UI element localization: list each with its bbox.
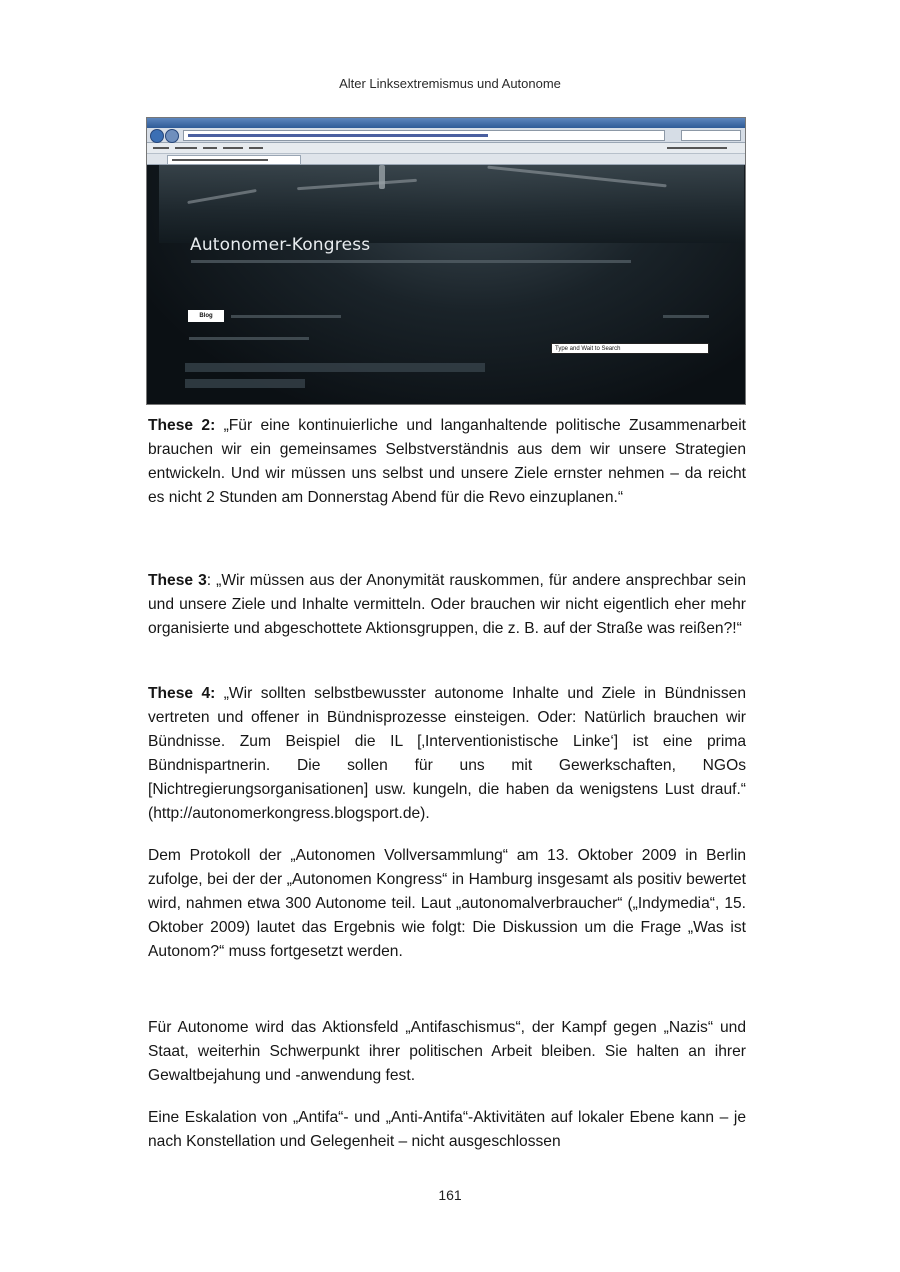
these-2-text: „Für eine kontinuierliche und langanhaltende politische Zusammenarbeit brauchen wir ein gemeinsames Selbstverständnis aus dem wir unsere Strategien entwickeln. Und wir müssen uns selbst und unsere Ziele ernster nehmen – da reicht es nicht 2 Stunden am Donnerstag Abend für die Revo einzuplanen.“ [148,417,746,506]
these-2-label: These 2: [148,417,216,434]
back-icon [150,129,164,143]
paragraph-protokoll: Dem Protokoll der „Autonomen Vollversammlung“ am 13. Oktober 2009 in Berlin zufolge, bei der der „Autonomen Kongress“ in Hamburg insgesamt als positiv bewertet wird, nahmen etwa 300 Autonome teil. Laut „autonomalverbraucher“ („Indymedia“, 15. Oktober 2009) lautet das Ergebnis wie folgt: Die Diskussion um die Frage „Was ist Autonom?“ muss fortgesetzt werden. [148,847,746,960]
blog-page [147,165,745,404]
running-header: Alter Linksextremismus und Autonome [339,76,561,91]
page-number: 161 [438,1187,462,1203]
blog-nav-button: Blog [188,310,224,322]
blog-search-input: Type and Wait to Search [551,343,709,354]
blog-subtitle [191,260,631,263]
these-4-label: These 4: [148,685,216,702]
paragraph-these-4 [148,682,746,826]
address-bar [183,130,665,141]
browser-address-row [147,128,745,143]
paragraph-these-2 [148,414,746,510]
paragraph-eskalation: Eine Eskalation von „Antifa“- und „Anti-Antifa“-Aktivitäten auf lokaler Ebene kann – je nach Konstellation und Gelegenheit – nicht ausgeschlossen [148,1109,746,1150]
browser-screenshot-figure [146,117,746,405]
forward-icon [165,129,179,143]
blog-title: Autonomer-Kongress [190,235,371,255]
these-3-text: : „Wir müssen aus der Anonymität rauskommen, für andere ansprechbar sein und unsere Ziele und Inhalte vermitteln. Oder brauchen wir nicht eigentlich eher mehr organisierte und abgeschottete Aktionsgruppen, die z. B. auf der Straße was reißen?!“ [148,572,746,637]
paragraph-antifaschismus: Für Autonome wird das Aktionsfeld „Antifaschismus“, der Kampf gegen „Nazis“ und Staat, weiterhin Schwerpunkt ihrer politischen Arbeit bleiben. Sie halten an ihrer Gewaltbejahung und -anwendung fest. [148,1019,746,1084]
browser-titlebar [147,118,745,128]
paragraph-these-3 [148,569,746,641]
blog-header-image [159,165,744,243]
these-4-text: „Wir sollten selbstbewusster autonome Inhalte und Ziele in Bündnissen vertreten und offener in Bündnisprozesse einsteigen. Oder: Natürlich brauchen wir Bündnisse. Zum Beispiel die IL [‚Interventionistische Linke‘] ist eine prima Bündnispartnerin. Die sollen für uns mit Gewerkschaften, NGOs [Nichtregierungsorganisationen] usw. kungeln, die haben da wenigstens Lust drauf.“ (http://autonomerkongress.blogsport.de). [148,685,746,822]
these-3-label: These 3 [148,572,207,589]
browser-tab-row [147,154,745,165]
browser-tab [167,155,301,165]
browser-search-box [681,130,741,141]
browser-menu-row [147,143,745,154]
